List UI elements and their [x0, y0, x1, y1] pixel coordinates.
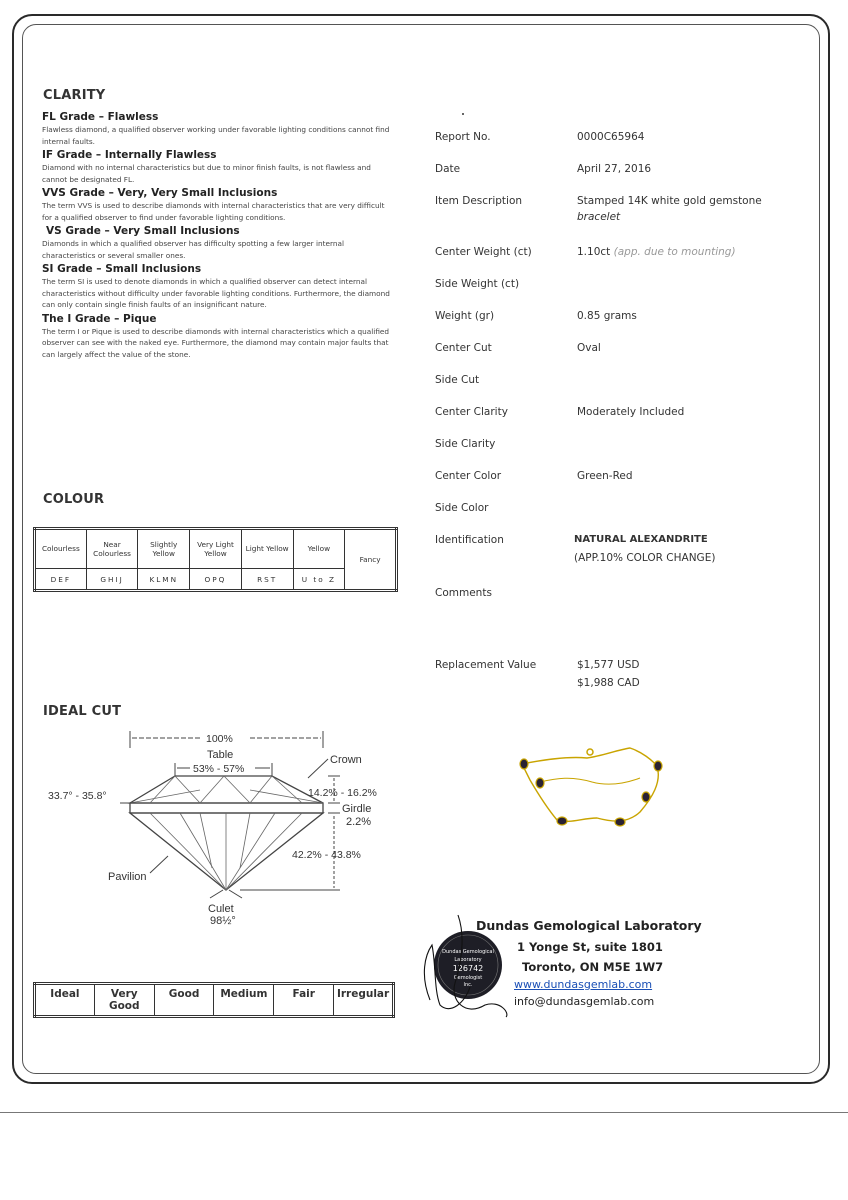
- clarity-heading: CLARITY: [43, 88, 106, 103]
- weight-value: 0.85 grams: [577, 310, 637, 322]
- grade-fl-desc: Flawless diamond, a qualified observer working under favorable lighting conditions cannot find internal faults.: [42, 125, 390, 146]
- table-label: Table: [207, 749, 234, 761]
- identification-label: Identification: [435, 534, 504, 546]
- lab-address-2: Toronto, ON M5E 1W7: [522, 960, 664, 974]
- colour-col-range: RST: [241, 569, 293, 591]
- center-weight-note: (app. due to mounting): [613, 246, 736, 258]
- cut-grade-cell: Medium: [214, 984, 274, 1017]
- bottom-divider: [0, 1112, 848, 1113]
- colour-grade-table: [33, 527, 398, 592]
- center-clarity-label: Center Clarity: [435, 406, 508, 418]
- colour-col-name: Light Yellow: [241, 529, 293, 569]
- side-clarity-label: Side Clarity: [435, 438, 496, 450]
- colour-col-name: Slightly Yellow: [138, 529, 190, 569]
- ideal-cut-heading: IDEAL CUT: [43, 704, 122, 719]
- cut-grade-cell: Very Good: [94, 984, 154, 1017]
- grade-i-title: The I Grade – Pique: [42, 312, 157, 325]
- replacement-value-label: Replacement Value: [435, 659, 537, 671]
- cut-grade-cell: Irregular: [334, 984, 394, 1017]
- culet-value: 98½°: [210, 915, 236, 927]
- side-color-label: Side Color: [435, 502, 489, 514]
- grade-if-desc: Diamond with no internal characteristics but due to minor finish faults, is not flawless and cannot be designated FL.: [42, 163, 371, 184]
- pavilion-depth: 42.2% - 43.8%: [292, 849, 361, 861]
- speck: [462, 113, 464, 115]
- grade-vvs-desc: The term VVS is used to describe diamonds with internal characteristics that are very difficult for a qualified observer to find under favorable lighting conditions.: [42, 201, 385, 222]
- grade-vs-title: VS Grade – Very Small Inclusions: [46, 225, 240, 237]
- comments-label: Comments: [435, 587, 492, 599]
- grade-vs-desc: Diamonds in which a qualified observer has difficulty spotting a few larger internal characteristics or several smaller ones.: [42, 239, 345, 260]
- crown-label: Crown: [330, 754, 362, 766]
- center-weight-label: Center Weight (ct): [435, 246, 532, 258]
- item-description-label: Item Description: [435, 195, 523, 207]
- report-no-label: Report No.: [435, 131, 491, 143]
- colour-col-name: Near Colourless: [86, 529, 138, 569]
- clarity-grades: [42, 110, 392, 361]
- date-value: April 27, 2016: [577, 163, 652, 175]
- lab-website-link[interactable]: www.dundasgemlab.com: [514, 978, 653, 991]
- seal-text-3: Gemologist: [453, 975, 483, 981]
- grade-i-desc: The term I or Pique is used to describe diamonds with internal characteristics which a qualified observer can see with the naked eye. Furthermore, the diamond may contain major faults that can largely affect the value of the stone.: [42, 326, 390, 359]
- seal-text-1: Dundas Gemological: [442, 949, 494, 955]
- total-width-label: 100%: [206, 733, 233, 745]
- center-cut-value: Oval: [577, 342, 601, 354]
- colour-col-name: Yellow: [293, 529, 345, 569]
- colour-col-name: Colourless: [35, 529, 87, 569]
- center-clarity-value: Moderately Included: [577, 406, 685, 418]
- crown-height: 14.2% - 16.2%: [308, 787, 377, 799]
- table-range: 53% - 57%: [193, 763, 245, 775]
- colour-col-range: OPQ: [190, 569, 242, 591]
- item-description-value: Stamped 14K white gold gemstone: [577, 195, 762, 207]
- culet-label: Culet: [208, 903, 234, 915]
- lab-name: Dundas Gemological Laboratory: [476, 918, 702, 933]
- center-color-label: Center Color: [435, 470, 502, 482]
- colour-col-range: KLMN: [138, 569, 190, 591]
- replacement-value-usd: $1,577 USD: [577, 659, 640, 671]
- cut-grade-table: [33, 982, 395, 1018]
- center-weight-value: [577, 246, 736, 258]
- center-weight-amount: 1.10ct: [577, 246, 611, 258]
- lab-address-1: 1 Yonge St, suite 1801: [517, 940, 663, 954]
- colour-col-range: DEF: [35, 569, 87, 591]
- grade-vvs-title: VVS Grade – Very, Very Small Inclusions: [42, 187, 278, 199]
- identification-value-2: (APP.10% COLOR CHANGE): [574, 552, 716, 564]
- grade-si-desc: The term SI is used to denote diamonds in which a qualified observer can detect internal characteristics without difficulty under favorable lighting conditions. Furthermore, the diamond can only contain single finish faults of an insignificant nature.: [42, 277, 390, 309]
- girdle-label: Girdle: [342, 803, 372, 815]
- weight-label: Weight (gr): [435, 310, 495, 322]
- cut-grade-cell: Ideal: [35, 984, 95, 1017]
- item-description-value-2: bracelet: [577, 211, 621, 223]
- center-cut-label: Center Cut: [435, 342, 492, 354]
- grade-fl-title: FL Grade – Flawless: [42, 111, 159, 123]
- colour-col-name: Very Light Yellow: [190, 529, 242, 569]
- side-cut-label: Side Cut: [435, 374, 480, 386]
- side-weight-label: Side Weight (ct): [435, 278, 520, 290]
- colour-col-range: GHIJ: [86, 569, 138, 591]
- colour-heading: COLOUR: [43, 492, 105, 507]
- colour-col-range: U to Z: [293, 569, 345, 591]
- cut-grade-cell: Good: [154, 984, 214, 1017]
- girdle-value: 2.2%: [346, 816, 372, 828]
- colour-col-name: Fancy: [345, 529, 397, 591]
- date-label: Date: [435, 163, 461, 175]
- report-no-value: 0000C65964: [577, 131, 645, 143]
- lab-email: info@dundasgemlab.com: [514, 995, 655, 1008]
- grade-if-title: IF Grade – Internally Flawless: [42, 149, 217, 161]
- bracelet-photo: [512, 742, 672, 842]
- seal-text-4: Inc.: [463, 982, 473, 988]
- replacement-value-cad: $1,988 CAD: [577, 677, 640, 689]
- crown-angle: 33.7° - 35.8°: [48, 790, 107, 802]
- seal-text-2: Laboratory: [454, 957, 482, 963]
- pavilion-label: Pavilion: [108, 871, 147, 883]
- seal-number: 126742: [452, 964, 484, 973]
- diamond-proportions-diagram: [40, 728, 400, 928]
- cut-grade-cell: Fair: [274, 984, 334, 1017]
- identification-value: NATURAL ALEXANDRITE: [574, 534, 708, 545]
- grade-si-title: SI Grade – Small Inclusions: [42, 263, 202, 275]
- center-color-value: Green-Red: [577, 470, 633, 482]
